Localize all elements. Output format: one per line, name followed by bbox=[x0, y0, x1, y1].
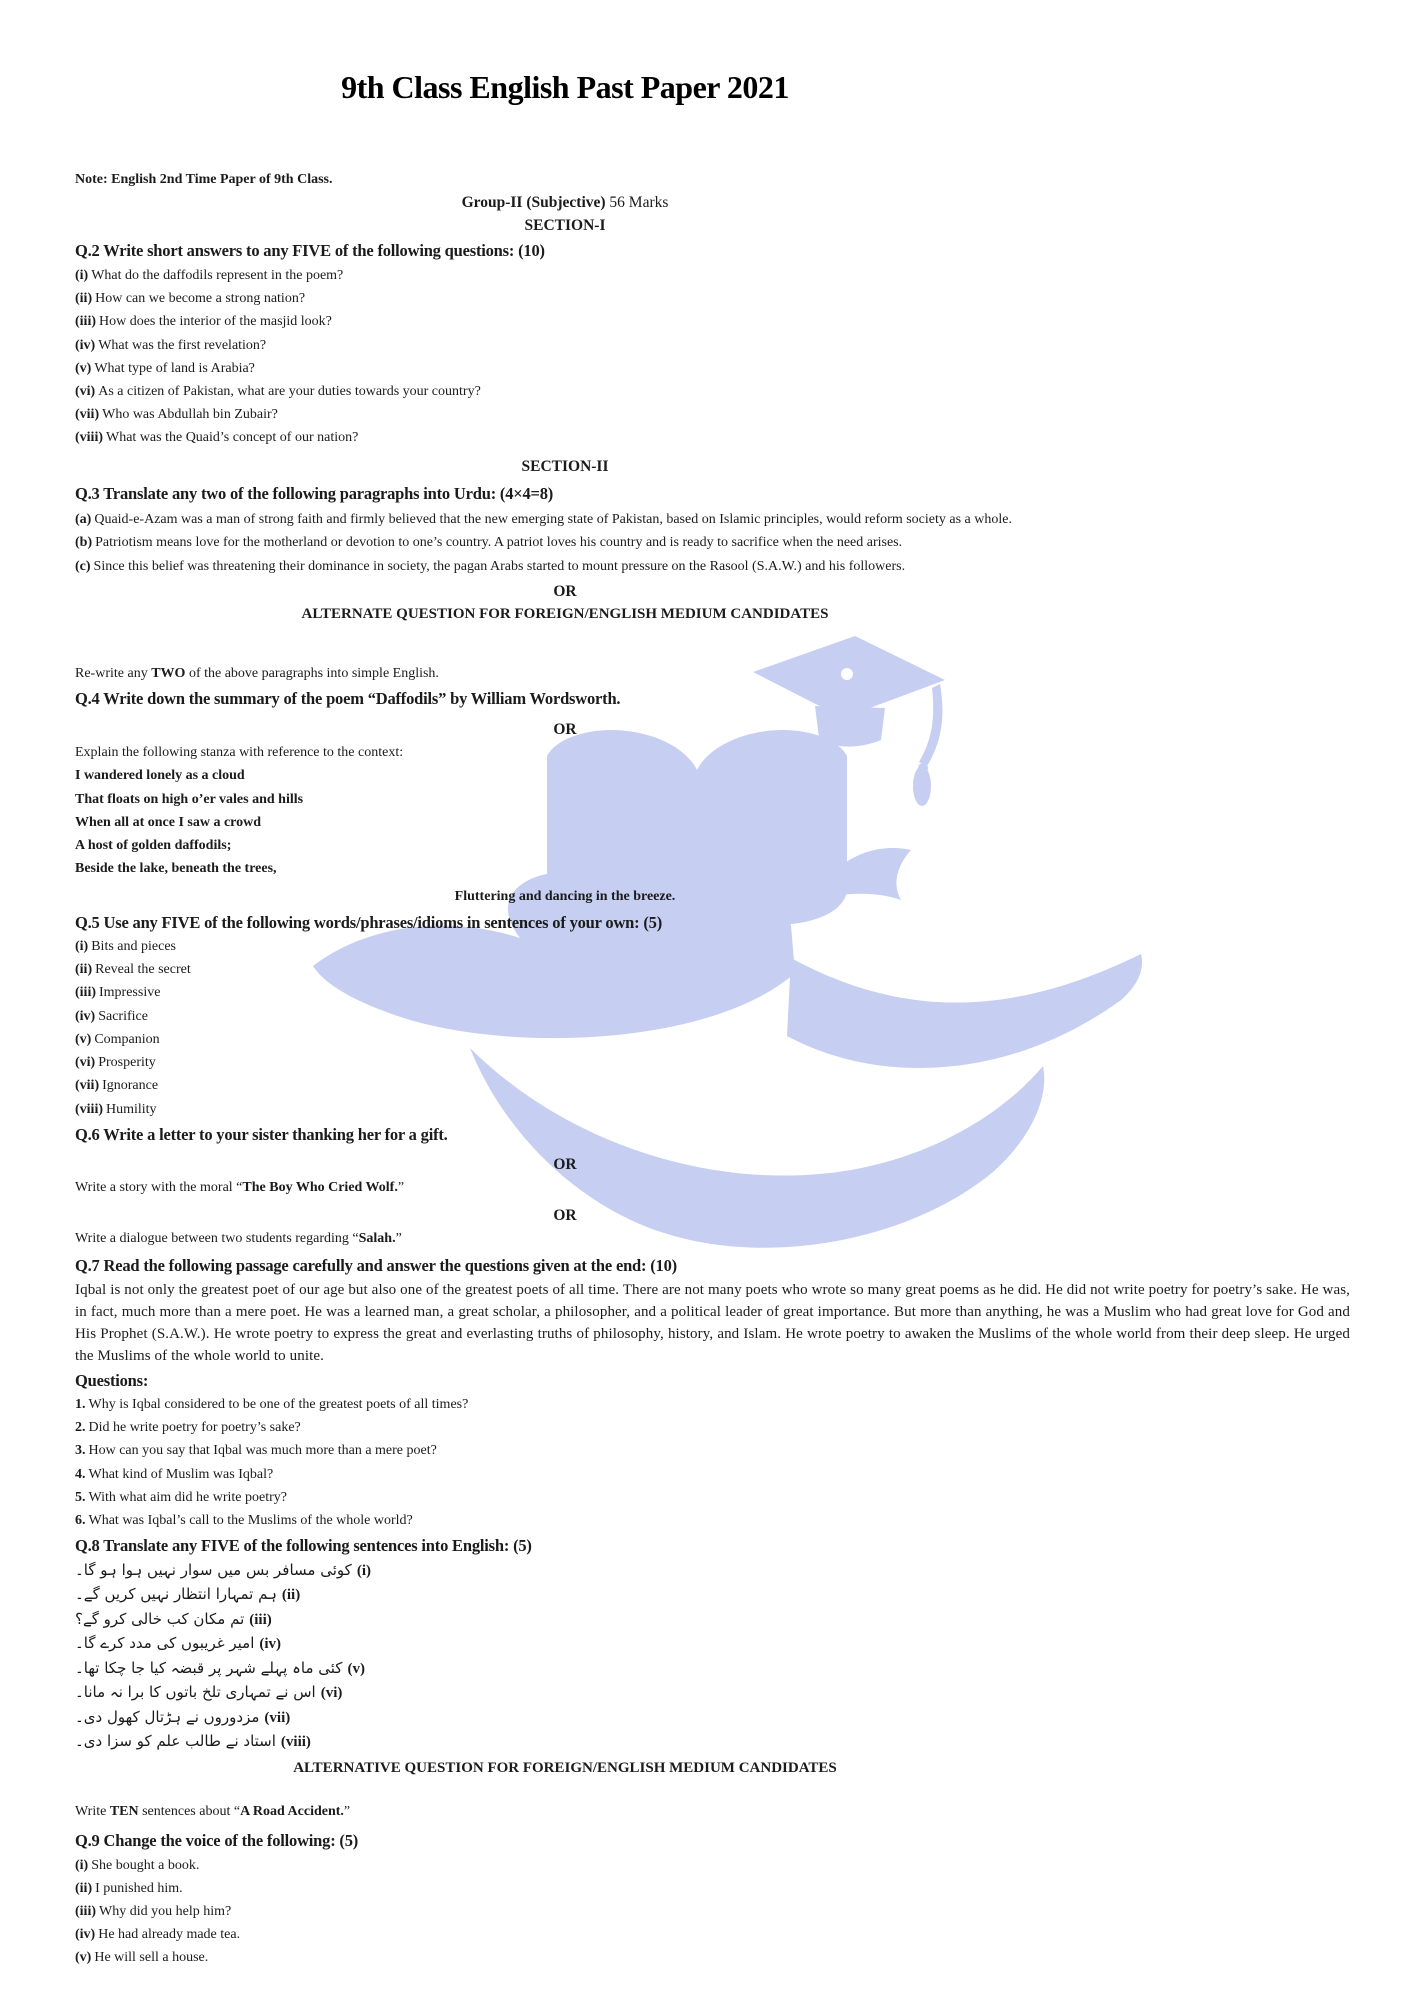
q5-item: (ii) Reveal the secret bbox=[75, 962, 191, 978]
q2-item: (v) What type of land is Arabia? bbox=[75, 360, 255, 376]
group-heading bbox=[75, 191, 1055, 214]
q2-item: (iii) How does the interior of the masjid look? bbox=[75, 314, 332, 330]
q9-item: (ii) I punished him. bbox=[75, 1880, 183, 1896]
stanza-line: That floats on high o’er vales and hills bbox=[75, 791, 304, 807]
q9-item: (iv) He had already made tea. bbox=[75, 1927, 241, 1943]
section-2-heading: SECTION-II bbox=[521, 457, 609, 475]
q5-item: (iv) Sacrifice bbox=[75, 1008, 148, 1024]
q8-urdu-sentence: (ii)ہم تمہارا انتظار نہیں کریں گے۔ bbox=[75, 1585, 301, 1604]
stanza-line-centered: Fluttering and dancing in the breeze. bbox=[454, 889, 676, 905]
stanza-line: I wandered lonely as a cloud bbox=[75, 768, 245, 784]
q7-question: 1. Why is Iqbal considered to be one of the greatest poets of all times? bbox=[75, 1397, 469, 1413]
q8-urdu-sentence: (vii)مزدوروں نے ہڑتال کھول دی۔ bbox=[75, 1707, 291, 1726]
stanza-line: When all at once I saw a crowd bbox=[75, 814, 262, 830]
q2-item: (iv) What was the first revelation? bbox=[75, 337, 267, 353]
q9-heading: Q.9 Change the voice of the following: (5) bbox=[75, 1831, 359, 1851]
q3-paragraph: (b) Patriotism means love for the motherland or devotion to one’s country. A patriot loves his country and is ready to sacrifice when the need arises. bbox=[75, 535, 903, 551]
q7-passage: Iqbal is not only the greatest poet of our age but also one of the greatest poets of all time. There are not many poets who wrote so many great poems as he did. He did not write poetry for poetry’s sake. He was, in fact, much more than a mere poet. He was a learned man, a great scholar, a philosopher, and a political leader of great importance. But more than anything, he was a Muslim who had great love for God and His Prophet (S.A.W.). He wrote poetry to express the great and everlasting truths of philosophy, history, and Islam. He wrote poetry to awaken the Muslims of the whole world from their deep sleep. He urged the Muslims of the whole world to unite. bbox=[75, 1281, 1350, 1364]
q7-question: 2. Did he write poetry for poetry’s sake? bbox=[75, 1420, 301, 1436]
q8-urdu-sentence: (iii)تم مکان کب خالی کرو گے؟ bbox=[75, 1609, 272, 1628]
or-separator: OR bbox=[553, 1206, 577, 1224]
q7-question: 5. With what aim did he write poetry? bbox=[75, 1489, 287, 1505]
q6-heading: Q.6 Write a letter to your sister thanking her for a gift. bbox=[75, 1124, 448, 1144]
group-heading-bold: Group-II (Subjective) bbox=[461, 194, 606, 211]
or-separator: OR bbox=[553, 720, 577, 738]
stanza-line: A host of golden daffodils; bbox=[75, 837, 232, 853]
stanza-line: Beside the lake, beneath the trees, bbox=[75, 861, 277, 877]
q8-urdu-sentence: (viii)استاد نے طالب علم کو سزا دی۔ bbox=[75, 1732, 311, 1751]
q7-heading: Q.7 Read the following passage carefully and answer the questions given at the end: (10) bbox=[75, 1256, 677, 1276]
page-title: 9th Class English Past Paper 2021 bbox=[341, 69, 789, 105]
document-content bbox=[75, 0, 1350, 1970]
q8-urdu-sentence: (iv)امیر غریبوں کی مدد کرے گا۔ bbox=[75, 1634, 282, 1653]
q8-urdu-sentence: (i)کوئی مسافر بس میں سوار نہیں ہوا ہو گا۔ bbox=[75, 1560, 371, 1579]
q2-item: (vi) As a citizen of Pakistan, what are your duties towards your country? bbox=[75, 383, 481, 399]
q5-item: (v) Companion bbox=[75, 1031, 160, 1047]
q4-explain-instruction: Explain the following stanza with reference to the context: bbox=[75, 745, 404, 761]
alternate-question-heading: ALTERNATE QUESTION FOR FOREIGN/ENGLISH MEDIUM CANDIDATES bbox=[301, 606, 829, 623]
q3-heading: Q.3 Translate any two of the following paragraphs into Urdu: (4×4=8) bbox=[75, 483, 554, 503]
q2-heading: Q.2 Write short answers to any FIVE of the following questions: (10) bbox=[75, 241, 545, 261]
q5-heading: Q.5 Use any FIVE of the following words/phrases/idioms in sentences of your own: (5) bbox=[75, 912, 662, 932]
alternative-question-heading: ALTERNATIVE QUESTION FOR FOREIGN/ENGLISH MEDIUM CANDIDATES bbox=[293, 1759, 837, 1776]
q8-ten-sentences-instruction: Write TEN sentences about “A Road Accident.” bbox=[75, 1803, 351, 1819]
q8-heading: Q.8 Translate any FIVE of the following sentences into English: (5) bbox=[75, 1536, 532, 1556]
q7-question: 6. What was Iqbal’s call to the Muslims of the whole world? bbox=[75, 1513, 413, 1529]
q5-item: (vi) Prosperity bbox=[75, 1055, 156, 1071]
q7-question: 4. What kind of Muslim was Iqbal? bbox=[75, 1466, 274, 1482]
q9-item: (v) He will sell a house. bbox=[75, 1950, 209, 1966]
q5-item: (viii) Humility bbox=[75, 1101, 157, 1117]
q9-item: (iii) Why did you help him? bbox=[75, 1904, 232, 1920]
q2-item: (i) What do the daffodils represent in the poem? bbox=[75, 267, 344, 283]
q5-item: (vii) Ignorance bbox=[75, 1078, 159, 1094]
q5-item: (i) Bits and pieces bbox=[75, 939, 176, 955]
q8-urdu-sentence: (vi)اس نے تمہاری تلخ باتوں کا برا نہ مانا۔ bbox=[75, 1683, 343, 1702]
group-marks: 56 Marks bbox=[605, 194, 669, 211]
q7-questions-label: Questions: bbox=[75, 1370, 149, 1390]
section-1-heading: SECTION-I bbox=[524, 217, 606, 235]
q2-item: (viii) What was the Quaid’s concept of our nation? bbox=[75, 430, 359, 446]
q9-item: (i) She bought a book. bbox=[75, 1857, 200, 1873]
rewrite-instruction: Re-write any TWO of the above paragraphs into simple English. bbox=[75, 666, 439, 682]
q3-paragraph: (a) Quaid-e-Azam was a man of strong faith and firmly believed that the new emerging state of Pakistan, based on Islamic principles, would reform society as a whole. bbox=[75, 512, 1012, 528]
or-separator: OR bbox=[553, 582, 577, 600]
q8-urdu-sentence: (v)کئی ماہ پہلے شہر پر قبضہ کیا جا چکا تھا۔ bbox=[75, 1658, 365, 1677]
q7-question: 3. How can you say that Iqbal was much more than a mere poet? bbox=[75, 1443, 437, 1459]
q6-dialogue-option: Write a dialogue between two students regarding “Salah.” bbox=[75, 1230, 402, 1246]
q5-item: (iii) Impressive bbox=[75, 985, 161, 1001]
note-line: Note: English 2nd Time Paper of 9th Class. bbox=[75, 172, 333, 187]
or-separator: OR bbox=[553, 1156, 577, 1174]
q2-item: (vii) Who was Abdullah bin Zubair? bbox=[75, 407, 278, 423]
q3-paragraph: (c) Since this belief was threatening their dominance in society, the pagan Arabs started to mount pressure on the Rasool (S.A.W.) and his followers. bbox=[75, 558, 906, 574]
q2-item: (ii) How can we become a strong nation? bbox=[75, 291, 306, 307]
q4-heading: Q.4 Write down the summary of the poem “Daffodils” by William Wordsworth. bbox=[75, 689, 621, 709]
q6-story-option: Write a story with the moral “The Boy Who Cried Wolf.” bbox=[75, 1180, 405, 1196]
